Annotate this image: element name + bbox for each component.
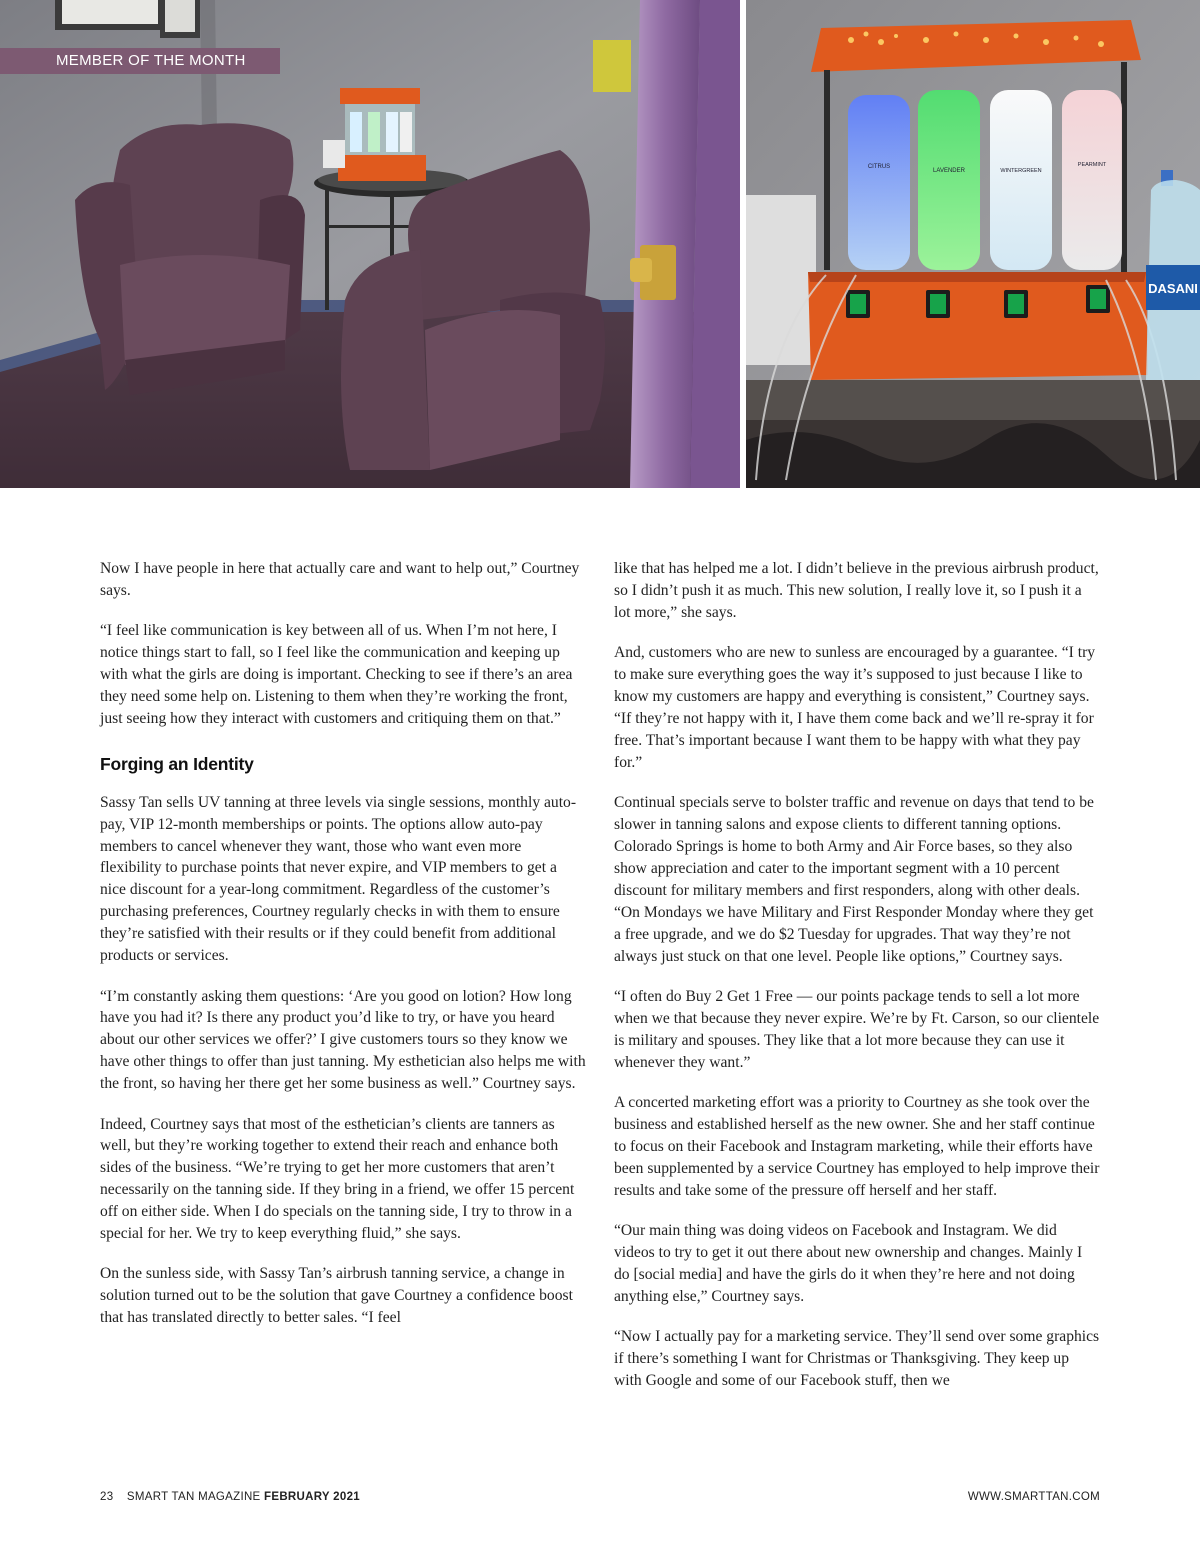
water-bottle: [1146, 170, 1200, 380]
bottle-citrus: [848, 95, 910, 270]
article-column-left: [100, 558, 586, 1348]
photo-scent-machine: [746, 0, 1200, 488]
paragraph: “Our main thing was doing videos on Facebook and Instagram. We did videos to try to get it out there about new ownership and changes. Mainly I do [social media] and have the girls do it when they’re here and not doing anything else,” Courtney says.: [614, 1222, 1083, 1305]
paragraph: Sassy Tan sells UV tanning at three levels via single sessions, monthly auto-pay, VIP 12-month memberships or points. The options allow auto-pay members to cancel whenever they want, those who want even more flexibility to purchase points that never expire, and VIP members to get a nice discount for a year-long commitment. Regardless of the customer’s purchasing preferences, Courtney regularly checks in with them to ensure they’re satisfied with their results or if they could benefit from additional products or services.: [100, 793, 577, 965]
page-footer: [100, 1491, 1100, 1507]
bottle-lavender: [918, 90, 980, 270]
paragraph: On the sunless side, with Sassy Tan’s airbrush tanning service, a change in solution turned out to be the solution that gave Courtney a confidence boost that has translated directly to better sales. “I feel: [100, 1265, 573, 1327]
article-column-right: [614, 558, 1100, 1410]
bottle-wintergreen: [990, 90, 1052, 270]
bottle-label: WINTERGREEN: [1000, 168, 1042, 174]
bottle-label: LAVENDER: [933, 168, 965, 174]
website-link[interactable]: WWW.SMARTTAN.COM: [967, 1491, 1100, 1503]
paragraph: “I often do Buy 2 Get 1 Free — our points package tends to sell a lot more when we that because they never expire. We’re by Ft. Carson, so our clientele is military and spouses. They like that a lot more because they can use it whenever they want.”: [614, 987, 1100, 1071]
section-banner: MEMBER OF THE MONTH: [0, 48, 280, 74]
paragraph: A concerted marketing effort was a priority to Courtney as she took over the business and established herself as the new owner. She and her staff continue to focus on their Facebook and Instagram marketing, while their efforts have been supplemented by a service Courtney has employed to help improve their results and take some of the pressure off herself and her staff.: [614, 1094, 1100, 1199]
water-brand-label: DASANI: [1148, 281, 1198, 296]
paragraph: Now I have people in here that actually care and want to help out,” Courtney says.: [100, 560, 580, 599]
section-heading: Forging an Identity: [100, 753, 254, 774]
bottle-label: PEARMINT: [1077, 162, 1107, 168]
paragraph: “I’m constantly asking them questions: ‘Are you good on lotion? How long have you had it? Is there any product you’d like to try, or have you heard about our other services we offer?’ I give customers tours so they know we have other things to offer than just tanning. My esthetician also helps me with the front, so having her there get her some business as well.” Courtney says.: [100, 987, 586, 1093]
paragraph: like that has helped me a lot. I didn’t believe in the previous airbrush product, so I didn’t push it as much. This new solution, I really love it, so I push it a lot more,” she says.: [614, 560, 1099, 621]
footer-left: [100, 1491, 360, 1503]
page-number: 23: [100, 1491, 114, 1503]
paragraph: Indeed, Courtney says that most of the esthetician’s clients are tanners as well, but they’re working together to extend their reach and enhance both sides of the business. “We’re trying to get her more customers that aren’t necessarily on the tanning side. If they bring in a friend, we offer 15 percent off on either side. When I do specials on the tanning side, I try to throw in a special for her. We try to keep everything fluid,” she says.: [100, 1115, 575, 1243]
bottle-label: CITRUS: [867, 164, 891, 170]
paragraph: “Now I actually pay for a marketing service. They’ll send over some graphics if there’s something I want for Christmas or Thanksgiving. They keep up with Google and some of our Facebook stuff, then we: [614, 1328, 1100, 1389]
paragraph: “I feel like communication is key between all of us. When I’m not here, I notice things start to fall, so I feel like the communication and keeping up with what the girls are doing is important. Checking to see if there’s an area they need some help on. Listening to them when they’re working the front, just seeing how they interact with customers and critiquing them on that.”: [100, 622, 573, 727]
issue-date: FEBRUARY 2021: [264, 1491, 360, 1503]
photo-lounge-chairs: [0, 0, 740, 488]
machine-illustration: [746, 0, 1200, 488]
paragraph: And, customers who are new to sunless are encouraged by a guarantee. “I try to make sure everything goes the way it’s supposed to just because I like to know my customers are happy and everything is consistent,” Courtney says. “If they’re not happy with it, I have them come back and we’ll re-spray it for free. That’s important because I want them to be happy with what they pay for.”: [614, 644, 1096, 771]
purple-door: [630, 0, 740, 488]
paragraph: Continual specials serve to bolster traffic and revenue on days that tend to be slower in tanning salons and expose clients to different tanning options. Colorado Springs is home to both Army and Air Force bases, so they also show appreciation and cater to the important segment with a 10 percent discount for military members and first responders, along with other deals. “On Mondays we have Military and First Responder Monday where they get a free upgrade, and we do $2 Tuesday for upgrades. That way they’re not always just stuck on that one level. People like options,” Courtney says.: [614, 794, 1094, 965]
magazine-name: SMART TAN MAGAZINE: [126, 1491, 261, 1503]
bottle-pearmint: [1062, 90, 1122, 270]
